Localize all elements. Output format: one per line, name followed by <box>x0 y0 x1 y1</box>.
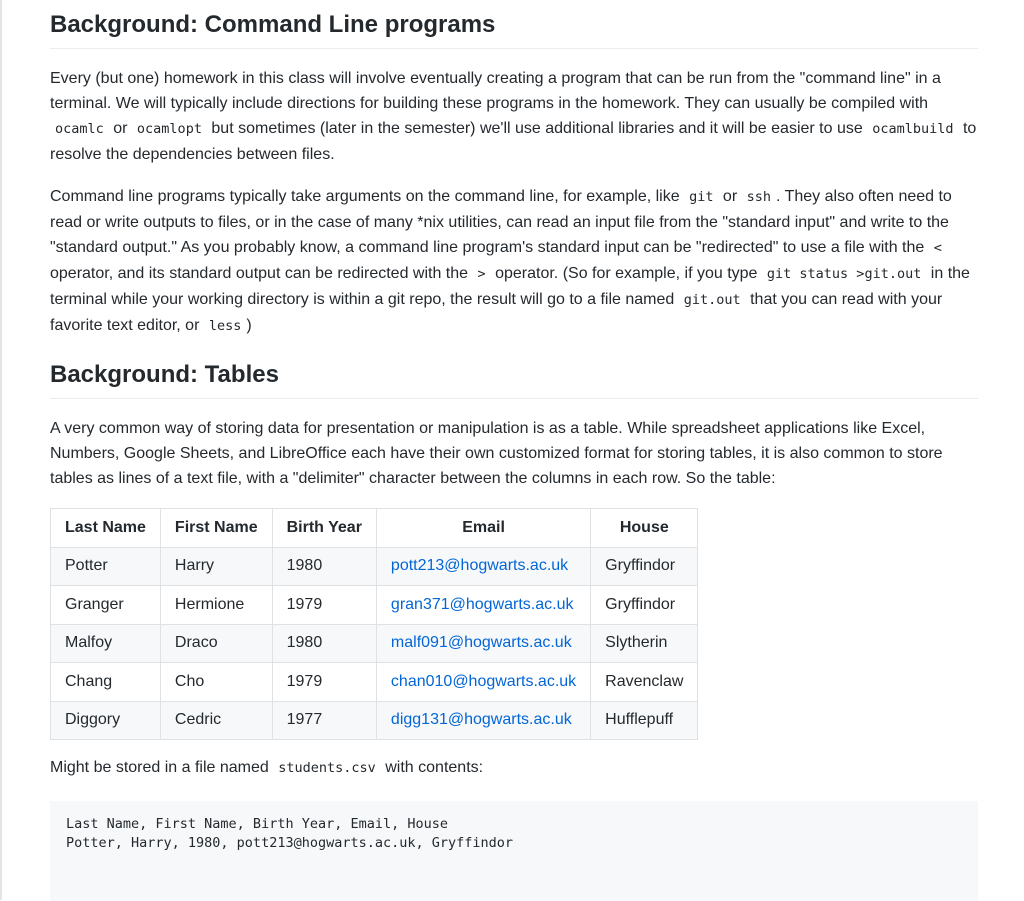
cell-last-name: Granger <box>51 586 161 625</box>
text: or <box>113 120 128 137</box>
header-first-name: First Name <box>160 509 272 548</box>
cell-birth-year: 1977 <box>272 701 376 740</box>
cell-email-link[interactable]: digg131@hogwarts.ac.uk <box>376 701 590 740</box>
cell-house: Ravenclaw <box>591 663 698 702</box>
code-ssh: ssh <box>746 189 771 205</box>
heading-command-line-programs: Background: Command Line programs <box>50 10 978 49</box>
cell-house: Gryffindor <box>591 547 698 586</box>
code-ocamlopt: ocamlopt <box>136 121 202 137</box>
text: Every (but one) homework in this class will involve eventually creating a program that can be run from the "command line" in a terminal. We will typically include directions for building these programs in the homework. They can usually be compiled with <box>50 70 941 112</box>
text: in the terminal while your working directory is within a git repo, the result will go to a file named <box>50 265 970 308</box>
cell-first-name: Cho <box>160 663 272 702</box>
cell-birth-year: 1980 <box>272 624 376 663</box>
cell-first-name: Hermione <box>160 586 272 625</box>
cell-house: Hufflepuff <box>591 701 698 740</box>
cell-email-link[interactable]: gran371@hogwarts.ac.uk <box>376 586 590 625</box>
cell-email-link[interactable]: malf091@hogwarts.ac.uk <box>376 624 590 663</box>
code-ocamlc: ocamlc <box>55 121 104 137</box>
text: ) <box>246 317 252 334</box>
code-git-status: git status >git.out <box>766 266 922 282</box>
code-line: Last Name, First Name, Birth Year, Email, House <box>66 816 449 832</box>
header-birth-year: Birth Year <box>272 509 376 548</box>
cell-first-name: Harry <box>160 547 272 586</box>
paragraph-cli-intro <box>50 66 978 167</box>
cell-last-name: Potter <box>51 547 161 586</box>
header-email: Email <box>376 509 590 548</box>
text: that you can read with your favorite text editor, or <box>50 291 943 334</box>
left-border <box>0 0 2 900</box>
markdown-body <box>50 0 978 901</box>
cell-birth-year: 1979 <box>272 586 376 625</box>
cell-house: Slytherin <box>591 624 698 663</box>
code-ocamlbuild: ocamlbuild <box>872 121 954 137</box>
code-less: less <box>208 318 242 334</box>
code-git: git <box>689 189 714 205</box>
text: operator. (So for example, if you type <box>495 265 758 282</box>
students-table <box>50 508 698 740</box>
cell-first-name: Draco <box>160 624 272 663</box>
table-row <box>51 701 698 740</box>
code-greater-than: > <box>477 266 486 282</box>
cell-house: Gryffindor <box>591 586 698 625</box>
cell-last-name: Chang <box>51 663 161 702</box>
table-row <box>51 663 698 702</box>
text: Might be stored in a file named <box>50 759 269 776</box>
paragraph-csv-intro <box>50 755 978 781</box>
code-line: Potter, Harry, 1980, pott213@hogwarts.ac.uk, Gryffindor <box>66 835 514 851</box>
paragraph-cli-arguments <box>50 184 978 339</box>
code-students-csv: students.csv <box>278 760 376 776</box>
heading-tables: Background: Tables <box>50 360 978 399</box>
csv-code-block <box>50 801 978 901</box>
text: with contents: <box>385 759 484 776</box>
cell-email-link[interactable]: pott213@hogwarts.ac.uk <box>376 547 590 586</box>
cell-birth-year: 1979 <box>272 663 376 702</box>
code-git-out: git.out <box>683 292 741 308</box>
header-house: House <box>591 509 698 548</box>
text: Command line programs typically take arguments on the command line, for example, like <box>50 188 680 205</box>
cell-first-name: Cedric <box>160 701 272 740</box>
table-row <box>51 586 698 625</box>
cell-birth-year: 1980 <box>272 547 376 586</box>
header-last-name: Last Name <box>51 509 161 548</box>
cell-last-name: Malfoy <box>51 624 161 663</box>
table-header-row <box>51 509 698 548</box>
paragraph-tables-intro: A very common way of storing data for presentation or manipulation is as a table. While spreadsheet applications like Excel, Numbers, Google Sheets, and LibreOffice each have their own customized format for storing tables, it is also common to store tables as lines of a text file, with a "delimiter" character between the columns in each row. So the table: <box>50 420 943 487</box>
code-less-than: < <box>933 240 942 256</box>
table-row <box>51 624 698 663</box>
table-row <box>51 547 698 586</box>
text: but sometimes (later in the semester) we'll use additional libraries and it will be easier to use <box>211 120 863 137</box>
cell-last-name: Diggory <box>51 701 161 740</box>
cell-email-link[interactable]: chan010@hogwarts.ac.uk <box>376 663 590 702</box>
text: operator, and its standard output can be redirected with the <box>50 265 469 282</box>
text: to resolve the dependencies between files. <box>50 120 977 163</box>
text: . They also often need to read or write outputs to files, or in the case of many *nix utilities, can read an input file from the "standard input" and write to the "standard output." As you probably know, a command line program's standard input can be "redirected" to use a file with the <box>50 188 952 256</box>
text: or <box>722 188 738 205</box>
